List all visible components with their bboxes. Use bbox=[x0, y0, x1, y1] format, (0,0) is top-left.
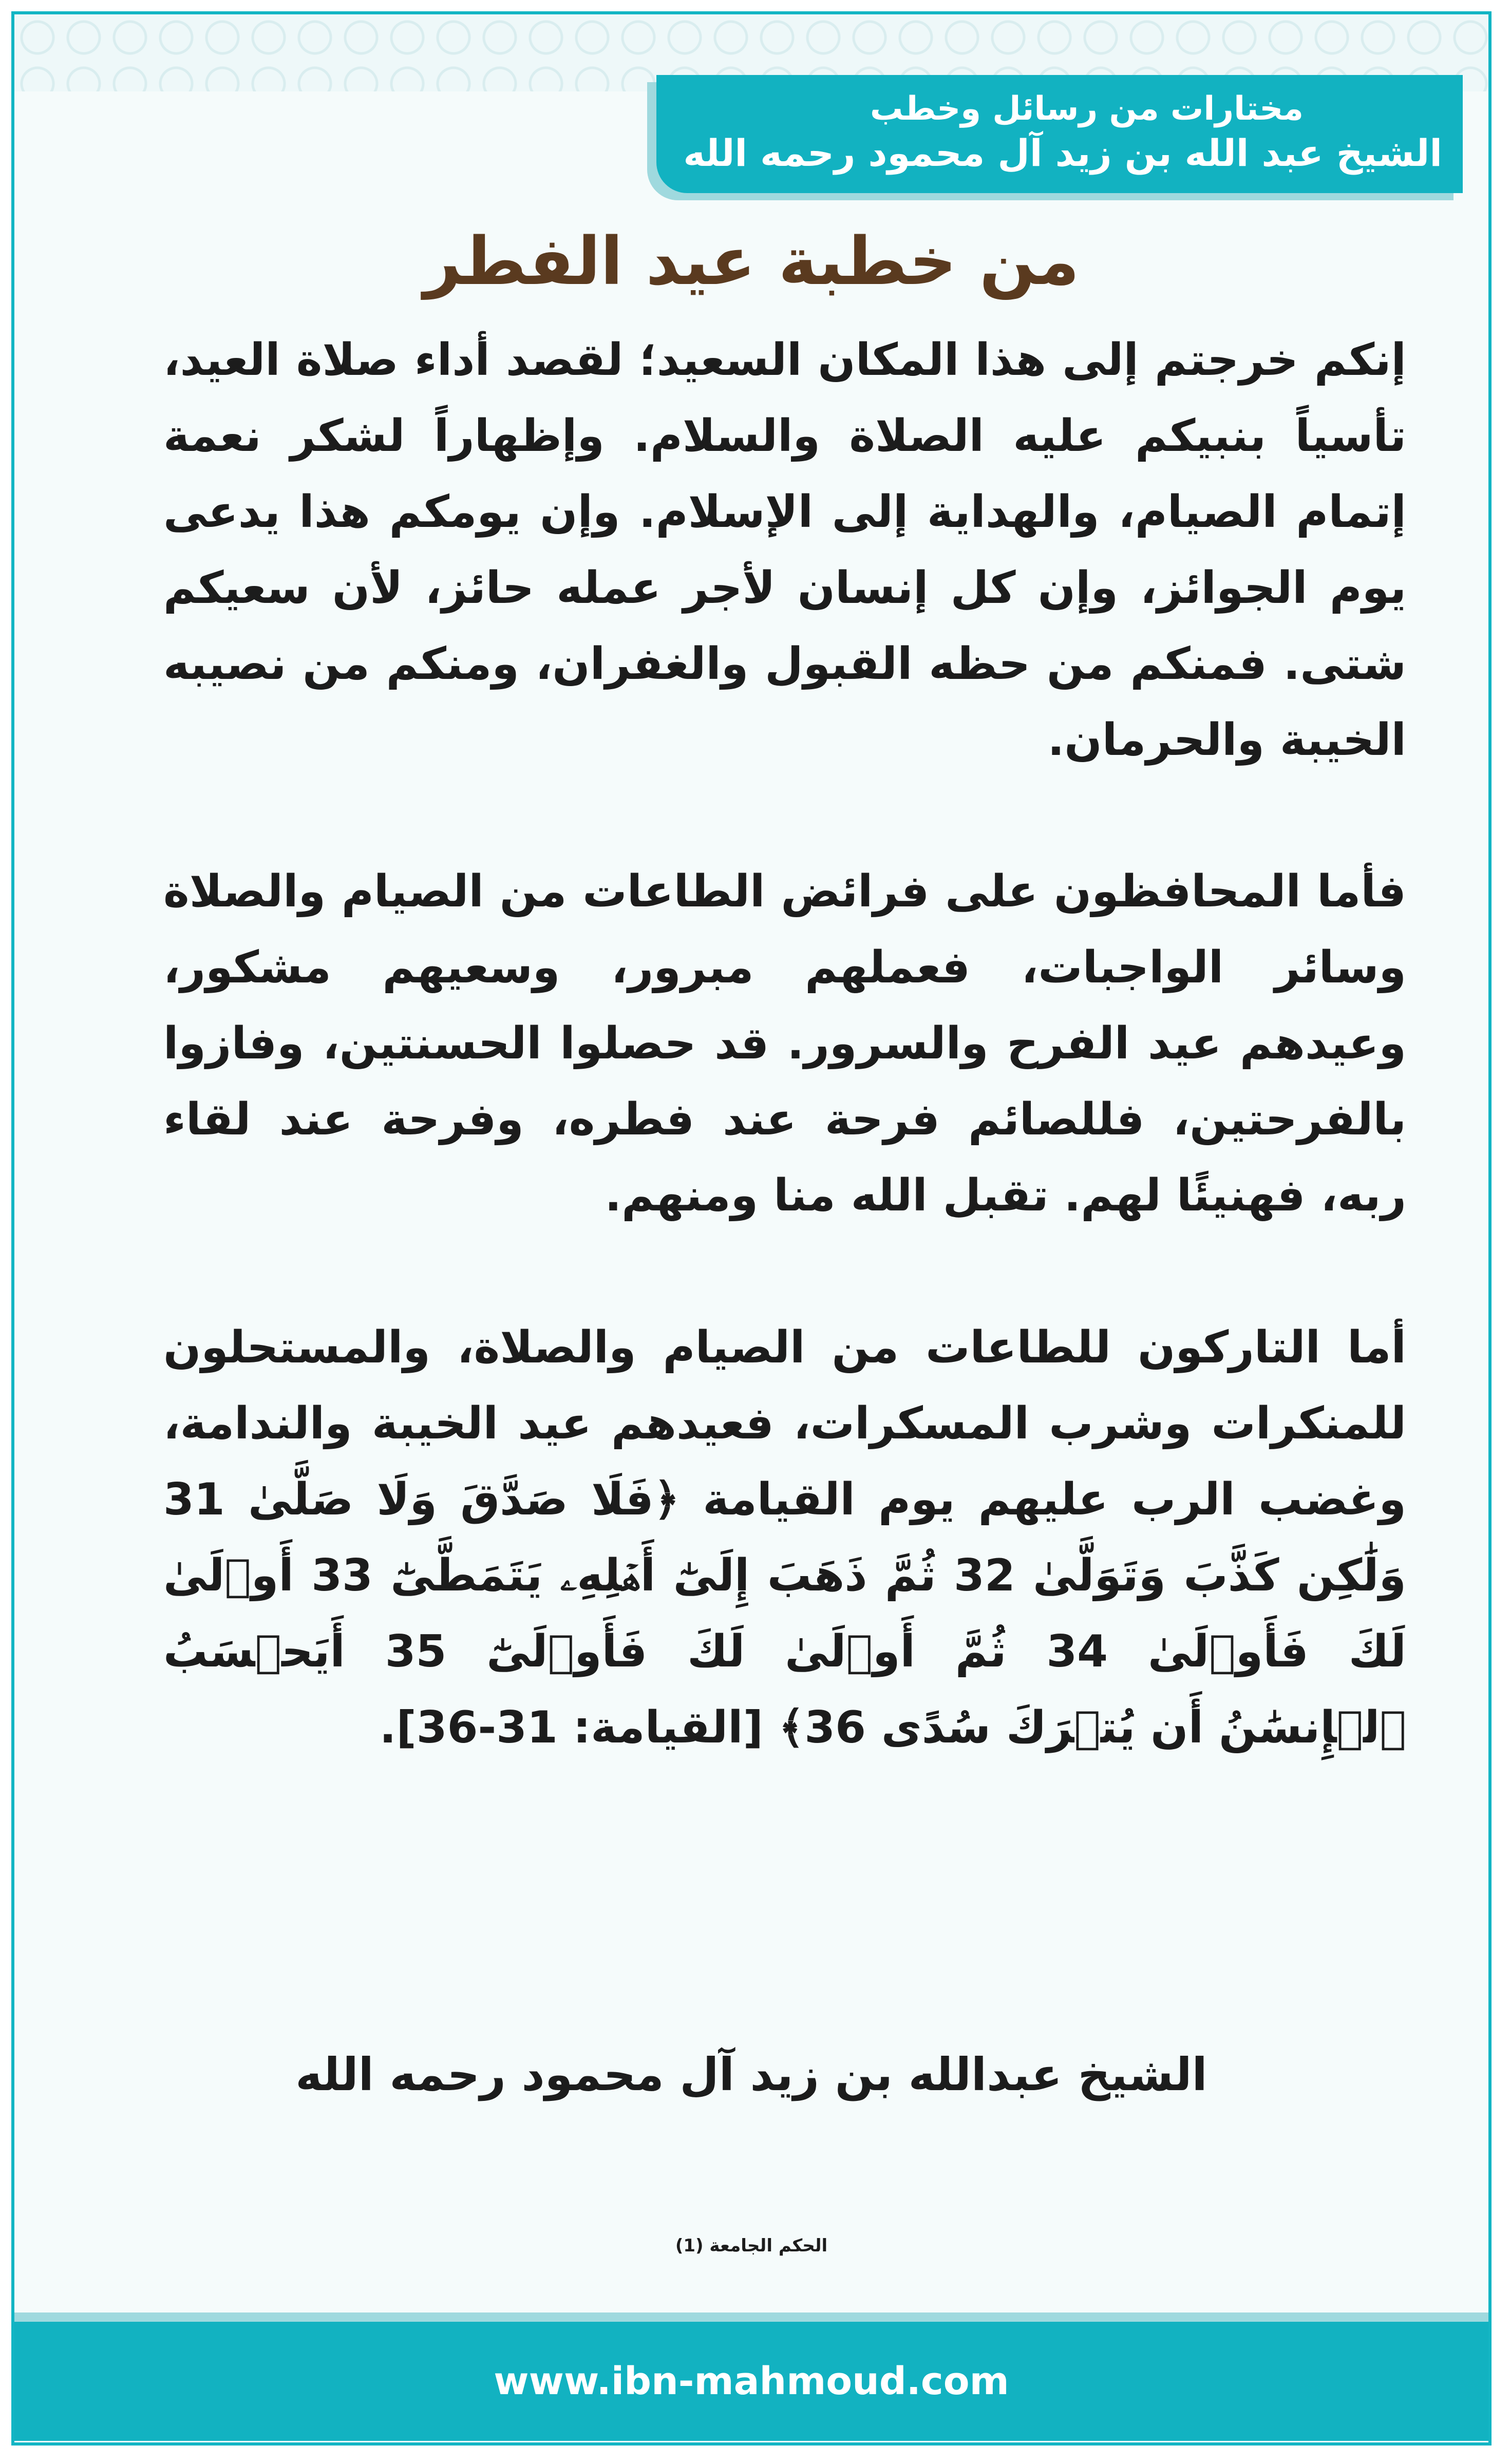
paragraph-intro: إنكم خرجتم إلى هذا المكان السعيد؛ لقصد أداء صلاة العيد، تأسياً بنبيكم عليه الصلاة والسلام. وإظهاراً لشكر نعمة إتمام الصيام، والهداية إلى الإسلام. وإن يومكم هذا يدعى يوم الجوائز، وإن كل إنسان لأجر عمله حائز، لأن سعيكم شتى. فمنكم من حظه القبول والغفران، ومنكم من نصيبه الخيبة والحرمان. bbox=[163, 334, 1406, 766]
series-page-label: الحكم الجامعة (1) bbox=[675, 2235, 828, 2256]
header-author-name: الشيخ عبد الله بن زيد آل محمود رحمه الله bbox=[683, 131, 1442, 175]
header-collection-title: مختارات من رسائل وخطب bbox=[870, 90, 1304, 128]
page-title: من خطبة عيد الفطر bbox=[423, 223, 1080, 300]
footer-bar bbox=[14, 2313, 1488, 2441]
paragraph-neglectful: أما التاركون للطاعات من الصيام والصلاة، والمستحلون للمنكرات وشرب المسكرات، فعيدهم عيد الخيبة والندامة، وغضب الرب عليهم يوم القيامة ﴿فَلَا صَدَّقَ وَلَا صَلَّىٰ 31 وَلَٰكِن كَذَّبَ وَتَوَلَّىٰ 32 ثُمَّ ذَهَبَ إِلَىٰٓ أَهۡلِهِۦ يَتَمَطَّىٰٓ 33 أَوۡلَىٰ لَكَ فَأَوۡلَىٰ 34 ثُمَّ أَوۡلَىٰ لَكَ فَأَوۡلَىٰٓ 35 أَيَحۡسَبُ ٱلۡإِنسَٰنُ أَن يُتۡرَكَ سُدًى 36﴾ [القيامة: 31-36]. bbox=[163, 1321, 1406, 1753]
paragraph-obedient: فأما المحافظون على فرائض الطاعات من الصيام والصلاة وسائر الواجبات، فعملهم مبرور، وسعيهم مشكور، وعيدهم عيد الفرح والسرور. قد حصلوا الحسنتين، وفازوا بالفرحتين، فللصائم فرحة عند فطره، وفرحة عند لقاء ربه، فهنيئًا لهم. تقبل الله منا ومنهم. bbox=[163, 866, 1406, 1222]
page-frame bbox=[11, 11, 1492, 2446]
sermon-body bbox=[163, 323, 1406, 1842]
website-link[interactable]: www.ibn-mahmoud.com bbox=[494, 2359, 1009, 2403]
header-banner bbox=[656, 75, 1463, 193]
author-signature: الشيخ عبدالله بن زيد آل محمود رحمه الله bbox=[295, 2048, 1207, 2101]
